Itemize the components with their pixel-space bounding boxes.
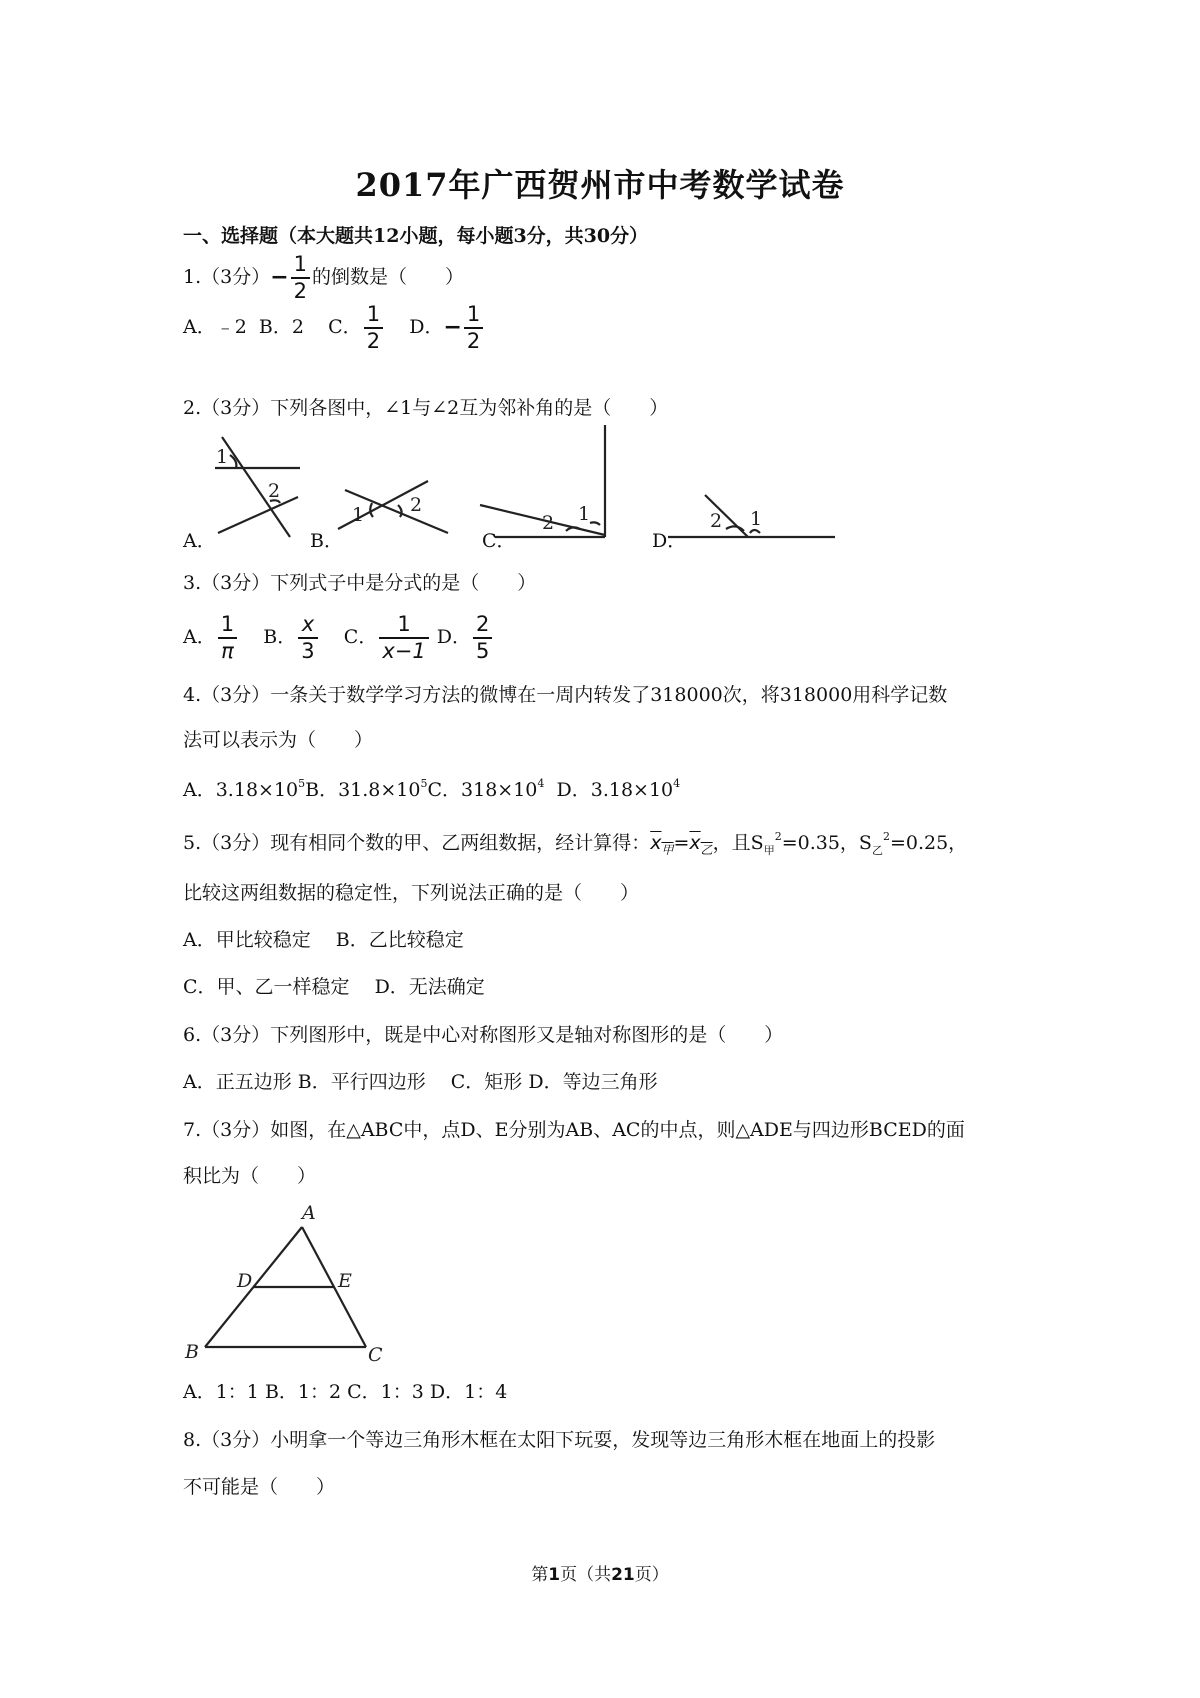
question-1-options	[183, 302, 485, 354]
question-5-options-ab: A．甲比较稳定 B．乙比较稳定	[183, 929, 464, 951]
q3-option-c-fraction: $\frac{1}{x-1}$	[379, 612, 428, 664]
total-page-count: 21	[611, 1565, 635, 1585]
q2-c-angle-1: 1	[578, 503, 591, 525]
q7-triangle-figure	[180, 1195, 400, 1365]
mean-x-jia: $x_甲$	[650, 832, 674, 857]
q3-option-d-fraction: $\frac{2}{5}$	[473, 612, 492, 664]
q2-label-a: A．	[183, 530, 216, 552]
q2-a-angle-1: 1	[216, 446, 229, 468]
question-8-line-2: 不可能是（ ）	[183, 1476, 336, 1498]
question-2-stem: 2.（3分）下列各图中，∠1与∠2互为邻补角的是（ ）	[183, 397, 669, 419]
question-4-line-2: 法可以表示为（ ）	[183, 729, 374, 751]
q3-option-c: C．	[343, 626, 378, 648]
q1-stem-text: 的倒数是（ ）	[312, 266, 465, 288]
q2-label-c: C．	[482, 530, 516, 552]
q2-c-angle-2: 2	[542, 512, 555, 534]
question-7-options: A．1：1 B．1：2 C．1：3 D．1：4	[183, 1381, 508, 1403]
point-a-label: A	[302, 1202, 316, 1224]
q1-option-b: B．2	[258, 316, 304, 338]
page-title: 2017年广西贺州市中考数学试卷	[355, 166, 845, 204]
question-6-options: A．正五边形 B．平行四边形 C．矩形 D．等边三角形	[183, 1071, 658, 1093]
q4-option-c: C．318×10	[427, 779, 538, 801]
q2-b-angle-1: 1	[352, 504, 365, 526]
q2-d-angle-1: 1	[750, 508, 763, 530]
question-3-stem: 3.（3分）下列式子中是分式的是（ ）	[183, 572, 537, 594]
minus-sign: −	[443, 315, 462, 340]
q1-number: 1.（3分）	[183, 266, 271, 288]
question-4-line-1: 4.（3分）一条关于数学学习方法的微博在一周内转发了318000次，将318000用科学记数	[183, 684, 948, 706]
question-5-options-cd: C．甲、乙一样稳定 D．无法确定	[183, 976, 485, 998]
q3-option-d: D．	[436, 626, 472, 648]
mean-x-yi: $x_乙$	[689, 832, 713, 857]
point-b-label: B	[185, 1341, 199, 1363]
point-c-label: C	[368, 1344, 383, 1365]
q3-option-b: B．	[263, 626, 297, 648]
section-heading: 一、选择题（本大题共12小题，每小题3分，共30分）	[183, 225, 649, 247]
question-5-line-1: 5.（3分）现有相同个数的甲、乙两组数据，经计算得：$x_甲=x_乙$，且$S_甲^2=0.35$，$S_乙^2=0.25$，	[183, 825, 967, 863]
q1-option-c-fraction: $\frac{1}{2}$	[364, 302, 383, 354]
question-3-options	[183, 612, 494, 664]
current-page-number: 1	[548, 1565, 561, 1585]
question-6-stem: 6.（3分）下列图形中，既是中心对称图形又是轴对称图形的是（ ）	[183, 1024, 784, 1046]
question-7-line-1: 7.（3分）如图，在△ABC中，点D、E分别为AB、AC的中点，则△ADE与四边形BCED的面	[183, 1119, 965, 1141]
question-1-stem	[183, 252, 464, 304]
q3-option-b-fraction: $\frac{x}{3}$	[298, 612, 317, 664]
point-e-label: E	[338, 1270, 352, 1292]
q1-option-c: C．	[328, 316, 362, 338]
q4-option-a: A．3.18×10	[183, 779, 299, 801]
point-d-label: D	[237, 1270, 253, 1292]
question-7-line-2: 积比为（ ）	[183, 1165, 317, 1187]
q4-option-b: B．31.8×10	[305, 779, 421, 801]
q2-d-angle-2: 2	[710, 510, 723, 532]
q2-b-angle-2: 2	[410, 494, 423, 516]
minus-sign: −	[270, 265, 289, 290]
page-footer: 第1页（共21页）	[531, 1565, 669, 1585]
q2-a-angle-2: 2	[268, 480, 281, 502]
q1-option-d: D．	[409, 316, 444, 338]
q3-option-a-fraction: $\frac{1}{\pi}$	[218, 612, 237, 664]
q2-label-b: B．	[310, 530, 343, 552]
q3-option-a: A．	[183, 626, 216, 648]
q1-fraction: $\frac{1}{2}$	[291, 252, 310, 304]
question-8-line-1: 8.（3分）小明拿一个等边三角形木框在太阳下玩耍，发现等边三角形木框在地面上的投影	[183, 1429, 936, 1451]
q1-option-d-fraction: $\frac{1}{2}$	[464, 302, 483, 354]
q1-option-a: A．﹣2	[183, 316, 247, 338]
question-5-line-2: 比较这两组数据的稳定性，下列说法正确的是（ ）	[183, 882, 640, 904]
q4-option-d: D．3.18×10	[556, 779, 674, 801]
q2-label-d: D．	[652, 530, 687, 552]
question-4-options: A．$3.18\times 10^5B$．$31.8\times 10^5C$．$318\times 10^4$ D．$3.18\times 10^4$	[183, 777, 681, 801]
